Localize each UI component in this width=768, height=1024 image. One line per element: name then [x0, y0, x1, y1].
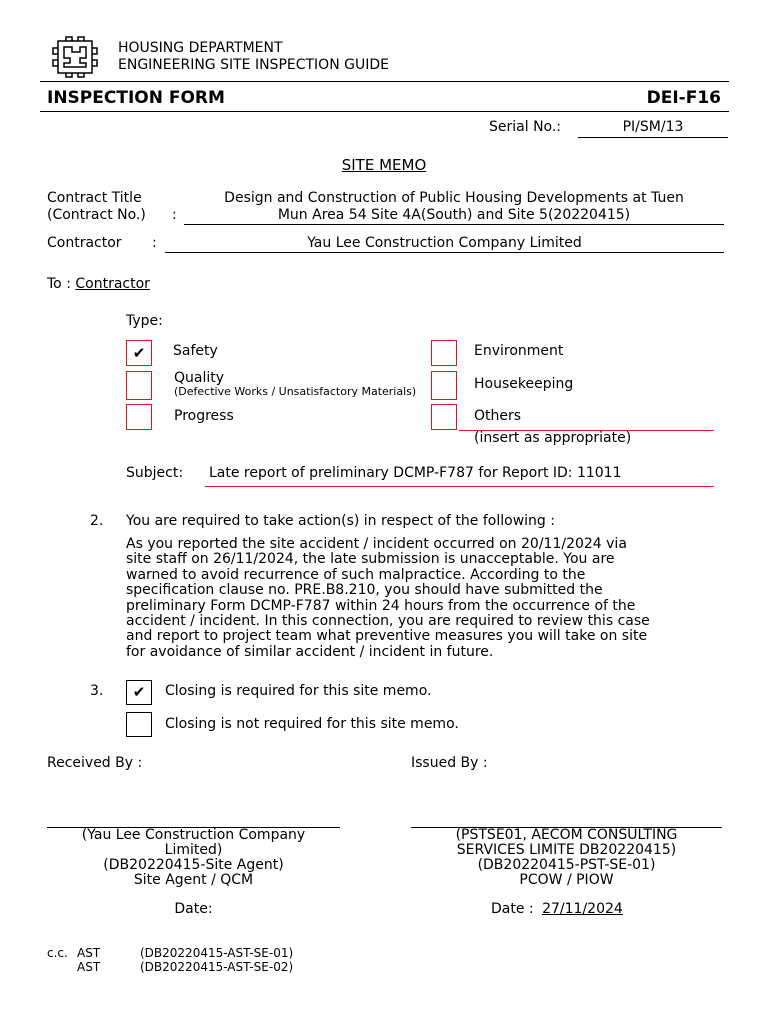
quality-sublabel: (Defective Works / Unsatisfactory Materials) — [174, 385, 417, 398]
contract-colon: : — [172, 207, 177, 223]
progress-checkbox[interactable] — [126, 404, 152, 430]
closing-required-label: Closing is required for this site memo. — [165, 683, 432, 699]
contract-label-line-2: (Contract No.) — [47, 207, 146, 223]
issued-date-label: Date : — [491, 901, 534, 917]
housing-department-logo-icon — [50, 36, 100, 78]
subject-value: Late report of preliminary DCMP-F787 for Report ID: 11011 — [209, 465, 622, 481]
body-line: specification clause no. PRE.B8.210, you should have submitted the — [126, 582, 603, 599]
issued-by-label: Issued By : — [411, 755, 488, 771]
housekeeping-label: Housekeeping — [474, 376, 574, 392]
cc-code: (DB20220415-AST-SE-02) — [140, 960, 294, 974]
others-sublabel: (insert as appropriate) — [474, 430, 632, 446]
subject-label: Subject: — [126, 465, 184, 481]
body-line: accident / incident. In this connection, you are required to review this case — [126, 613, 650, 630]
check-icon: ✔ — [132, 343, 146, 362]
cc-role: AST — [77, 946, 101, 960]
contract-value-line-2: Mun Area 54 Site 4A(South) and Site 5(20220415) — [277, 207, 631, 223]
safety-checkbox[interactable] — [126, 340, 152, 366]
progress-label: Progress — [174, 408, 234, 424]
closing-not-required-label: Closing is not required for this site memo. — [165, 716, 459, 732]
header-line-1: HOUSING DEPARTMENT — [118, 40, 283, 56]
form-code: DEI-F16 — [646, 88, 721, 108]
contractor-value: Yau Lee Construction Company Limited — [307, 235, 582, 251]
to-label: To : — [47, 276, 71, 292]
received-by-details — [47, 828, 340, 888]
issued-line: (PSTSE01, AECOM CONSULTING — [455, 827, 678, 843]
type-label: Type: — [126, 313, 163, 329]
check-icon: ✔ — [132, 683, 146, 701]
closing-required-checkbox[interactable] — [126, 680, 152, 705]
contractor-underline — [165, 252, 724, 253]
closing-not-required-checkbox[interactable] — [126, 712, 152, 737]
contract-label — [47, 190, 146, 224]
quality-label: Quality — [174, 370, 225, 386]
cc-code: (DB20220415-AST-SE-01) — [140, 946, 294, 960]
body-line: preliminary Form DCMP-F787 within 24 hours from the occurrence of the — [126, 597, 636, 614]
safety-label: Safety — [173, 343, 218, 359]
received-line: Site Agent / QCM — [133, 872, 254, 888]
received-line: Limited) — [164, 842, 223, 858]
cc-role: AST — [77, 960, 101, 974]
cc-label: c.c. — [47, 946, 68, 960]
received-by-label: Received By : — [47, 755, 143, 771]
issued-date — [491, 901, 623, 917]
environment-checkbox[interactable] — [431, 340, 457, 366]
contract-value — [184, 190, 724, 224]
body-line: warned to avoid recurrence of such malpractice. According to the — [126, 566, 586, 583]
title-rule — [40, 111, 729, 112]
issued-line: SERVICES LIMITE DB20220415) — [456, 842, 677, 858]
issued-line: (DB20220415-PST-SE-01) — [477, 857, 656, 873]
header-rule — [40, 81, 729, 82]
cc-codes — [140, 946, 293, 974]
received-line: (DB20220415-Site Agent) — [103, 857, 284, 873]
serial-value: PI/SM/13 — [622, 119, 684, 135]
department-header — [118, 40, 389, 74]
section-2-body — [126, 537, 650, 660]
quality-checkbox[interactable] — [126, 371, 152, 400]
contract-value-line-1: Design and Construction of Public Housing Developments at Tuen — [224, 190, 684, 206]
form-title: INSPECTION FORM — [47, 88, 225, 108]
issued-date-value: 27/11/2024 — [542, 901, 623, 917]
serial-label: Serial No.: — [489, 119, 562, 135]
body-line: and report to project team what preventive measures you will take on site — [126, 628, 648, 645]
body-line: As you reported the site accident / incident occurred on 20/11/2024 via — [126, 536, 627, 552]
header-line-2: ENGINEERING SITE INSPECTION GUIDE — [118, 57, 389, 73]
serial-underline — [578, 137, 728, 138]
received-line: (Yau Lee Construction Company — [81, 827, 306, 843]
contractor-colon: : — [152, 235, 157, 251]
section-3-number: 3. — [90, 683, 104, 699]
section-2-heading: You are required to take action(s) in respect of the following : — [126, 513, 555, 529]
contractor-label: Contractor — [47, 235, 122, 251]
body-line: site staff on 26/11/2024, the late submission is unacceptable. You are — [126, 551, 615, 568]
contract-label-line-1: Contract Title — [47, 190, 142, 206]
section-2-number: 2. — [90, 513, 104, 529]
others-checkbox[interactable] — [431, 404, 457, 430]
others-label: Others — [474, 408, 522, 424]
subject-underline — [205, 486, 714, 487]
issued-line: PCOW / PIOW — [519, 872, 614, 888]
received-date-label: Date: — [174, 901, 213, 917]
cc-roles — [77, 946, 100, 974]
issued-by-details — [411, 828, 722, 888]
environment-label: Environment — [474, 343, 564, 359]
body-line: for avoidance of similar accident / incident in future. — [126, 643, 494, 660]
contract-underline — [184, 224, 724, 225]
memo-title: SITE MEMO — [341, 156, 427, 174]
to-value: Contractor — [75, 276, 150, 292]
to-line — [47, 276, 150, 292]
housekeeping-checkbox[interactable] — [431, 371, 457, 400]
